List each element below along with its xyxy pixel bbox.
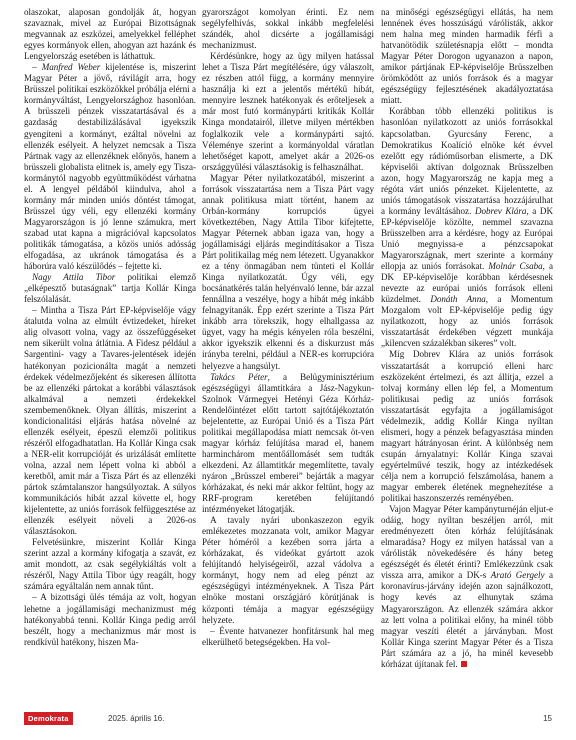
paragraph: Míg Dobrev Klára az uniós források visszatartását a korrupció elleni harc eszközeként értelmezi, és azt állítja, ezzel a tolvaj kormány ellen lép fel, a Momentum politikusai pedig az uniós források visszatartását egyfajta a jogállamiságot védelmezik, addig Kollár Kinga nyíltan elismeri, hogy a pénzek befagyasztása minden magyart hátrányosan érint. A különbség nem csupán árnyalatnyi: Kollár Kinga szavai egyértelművé teszik, hogy az intézkedések célja nem a korrupció felszámolása, hanem a magyar emberek életének megnehezítése a politikai haszonszerzés reményében. [381,349,553,504]
paragraph: Magyar Péter nyilatkozatából, miszerint a források visszatartása nem a Tisza Párt vagy annak politikusa miatt történt, hanem az Orbán-kormány korrupciós ügyei következtében, Nagy Attila Tibor kifejtette, Magyar Péternek abban igaza van, hogy a jogállamisági eljárás megindításakor a Tisza Párt politikailag még nem létezett. Ugyanakkor ez a tény önmagában nem tünteti el Kollár Kinga nyilatkozatát. Úgy véli, egy bocsánatkérés talán helyénvaló lenne, bár azzal fennállna a veszélye, hogy a hibát még inkább felnagyítanák. Épp ezért szerinte a Tisza Párt inkább arra törekszik, hogy elhallgassa az ügyet, vagy ha mégis kényelen róla beszélni, akkor igyekszik elkenni és a diskurzust más irányba terelni, például a NER-es korrupcióra helyezve a hangsúlyt. [202,172,374,371]
paragraph: gyarországot komolyan érinti. Ez nem segélyfelhívás, sokkal inkább megfelelési szándék, ahol dicsérte a jogállamisági mechanizmust. [202,7,374,51]
paragraph: Takács Péter, a Belügyminisztérium egészségügyi államtitkára a Jász-Nagykun-Szolnok Vármegyei Hetényi Géza Kórház-Rendelőintézet előtt tartott sajtótájékoztatón bejelentette, az Európai Unió és a Tisza Párt politikai megállapodása miatt nemcsak öt-ven magyar kórház felújítása marad el, hanem harminchárom mentőállomásét sem tudták elkezdeni. Az államtitkár megemlítette, tavaly nyáron „Brüsszel emberei” bejárták a magyar kórházakat, és neki már akkor feltűnt, hogy az RRF-program keretében felújítandó intézményeket látogatják. [202,371,374,515]
paragraph: – Mintha a Tisza Párt EP-képviselője vágy átalutda volna az elmúlt évtizedeket, híreket alig olvasott volna, vagy az összefüggéseket nem sikerült volna átlátnia. A Fidesz például a Sargentini- vagy a Tavares-jelentések idején hatékonyan pozicionálta magát a nemzeti érdekek védelmezőjeként és sikeresen állította be az ellenzéki pártokat a korábbi választások alkalmával a nemzeti érdekekkel szembemenőknek. Olyan állítás, miszerint a kondicionalitási eljárás hatása növelné az ellenzék esélyeit, épeszű elemzői politikus részéről elfogadhatatlan. Ha Kollár Kinga csak a NER-elit korrupcióját és urizálását említette volna, azzal nem lépett volna ki abból a keretből, amit már a Tisza Párt és az ellenzéki pártok számtalanszor hangsúlyoztak. A súlyos kommunikációs hibát azzal követte el, hogy kijelentette, az uniós források felfüggesztése az ellenzék esélyeit növeli a 2026-os választásokon. [24,305,196,537]
person-name: Arató Gergely [490,570,545,581]
end-of-article-mark [461,661,467,667]
paragraph: – Évente hatvanezer honfitársunk hal meg elkerülhető betegségekben. Ha vol- [202,625,374,647]
article-column-1 [24,7,196,648]
person-name: Manfred Weber [41,62,101,73]
page-footer [24,712,552,726]
person-name: Nagy Attila Tibor [32,272,116,283]
person-name: Molnár Csaba [488,261,543,272]
paragraph: Felvetésünkre, miszerint Kollár Kinga szerint azzal a kormány kifogatja a szavát, ez amit mondott, az csak segélykiáltás volt a részéről, Nagy Attila Tibor úgy reagált, hogy számára egyáltalán nem annak tűnt. [24,537,196,592]
issue-date: 2025. április 16. [108,714,165,723]
paragraph: olaszokat, alaposan gondolják át, hogyan szavaznak, mivel az Európai Bizottságnak megvannak az eszközei, amelyekkel felléphet egyes kormányok ellen, ahogyan azt hazánk és Lengyelország esetében is láthattuk. [24,7,196,62]
article-column-2 [202,7,374,648]
paragraph: – Manfred Weber kijelentése is, miszerint Magyar Péter a jövő, rávilágít arra, hogy Brüsszel politikai eszközökkel próbálja elérni a kormányváltást, Lengyelországhoz hasonlóan. A brüsszeli pénzek visszatartásával és a gazdaság destabilizálásával igyekszik gyengíteni a kormányt, ezáltal növelni az ellenzék esélyeit. A helyzet nemcsak a Tisza Pártnak vagy az ellenzéknek előnyös, hanem a brüsszeli globalista elitnek is, amely egy Tisza-kormánytól nagyobb együttműködést várhatna el. A lengyel példából kiindulva, ahol a kormány már minden uniós döntést támogat, Brüsszel úgy véli, egy ellenzéki kormány Magyarországon is jó lenne számukra, mert szabad utat kapna a migrációval kapcsolatos politikák támogatása, a közös uniós adósság elfogadása, az ukránok támogatása és a háborúra való készülődés – fejtette ki. [24,62,196,272]
magazine-logo: Demokrata [24,712,73,725]
paragraph: Nagy Attila Tibor politikai elemző „elképesztő butaságnak” tartja Kollár Kinga felszólalását. [24,272,196,305]
paragraph: Vajon Magyar Péter kampányturnéján eljut-e odáig, hogy nyíltan beszéljen arról, mit eredményezett öten kórház felújításának elmaradása? Hogy ez milyen hatással van a várólisták növekedésére és hány beteg egészségét és életét érinti? Emlékezzünk csak vissza arra, amikor a DK-s Arató Gergely a koronavírus-járvány idején azon sajnálkozott, hogy kevés az elhunytak száma Magyarországon. Az ellenzék számára akkor az lett volna a politikai előny, ha minél több magyar veszíti életét a járványban. Most Kollár Kinga szerint Magyar Péter és a Tisza Párt számára az a jó, ha minél kevesebb kórházat újítanak fel. [381,504,554,669]
page-number: 15 [543,714,552,723]
person-name: Donáth Anna [430,294,486,305]
paragraph: A tavaly nyári ubonkaszezon egyik emlékezetes mozzanata volt, amikor Magyar Péter hóméról a kezében sorra járta a kórházakat, és videókat gyártott azok felújítandó helyiségeiről, azzal vádolva a kormányt, hogy nem ad eleg pénzt az egészségügyi intézményeknek. A Tisza Párt elnöke mostani országjáró körútjának is központi témája a magyar egészségügy helyzete. [202,515,374,625]
paragraph: na minőségi egészségügyi ellátás, ha nem lennének éves hosszúságú várólisták, akkor nem halna meg minden harmadik férfi a hatvanötödik születésnapja előtt – mondta Magyar Péter Dorogon ugyanazon a napon, amikor pártjának EP-képviselője Brüsszelben örömködött az uniós források és a magyar egészségügy fejlesztésének akadályoztatása miatt. [381,7,553,106]
article-column-3 [381,7,553,670]
person-name: Dobrev Klára [474,205,527,216]
paragraph: Kérdésünkre, hogy az ügy milyen hatással lehet a Tisza Párt megítélésére, úgy válaszolt, ez részben attól függ, a kormány mennyire használja ki ezt a jelentős mértékű hibát, mennyire lesznek hatékonyak és erőteljesek a már most futó kormánypárti kritikák Kollár Kinga mondatairól, illetve milyen mértékben foglalkozik vele a kormánypárti sajtó. Véleménye szerint a kormányoldal váratlan lehetőséget kapott, amelyet akár a 2026-os országgyűlési választásokig is felhasználhat. [202,51,374,172]
paragraph: – A bizottsági ülés témája az volt, hogyan lehetne a jogállamisági mechanizmust még hatékonyabbá tenni. Kollár Kinga pedig arról beszélt, hogy a mechanizmus már most is rendkívül hatékony, hiszen Ma- [24,592,196,647]
paragraph: Korábban több ellenzéki politikus is hasonlóan nyilatkozott az uniós forrásokkal kapcsolatban. Gyurcsány Ferenc, a Demokratikus Koalíció elnöke két évvel ezelőtt egy rádióműsorban elismerte, a DK képviselői aktívan dolgoznak Brüsszelben azon, hogy Magyarország ne kapja meg a régóta várt uniós pénzeket. Kijelentette, az uniós támogatások visszatartása hozzájárulhat a kormány leváltásához. Dobrev Klára, a DK EP-képviselője közölte, nemmel szavazna Brüsszelben arra a kérdésre, hogy az Európai Unió megnyissa-e a pénzcsapokat Magyarországnak, mert szerinte a kormány ellopja az uniós forrásokat. Molnár Csaba, a DK EP-képviselője korábban kérdésesnek nevezte az európai uniós források elleni küzdelmet. Donáth Anna, a Momentum Mozgalom volt EP-képviselője pedig úgy nyilatkozott, hogy az uniós források visszatartását érdekében végzett munkája „kilencven százalékban sikeres” volt. [381,106,553,349]
person-name: Takács Péter [210,371,268,382]
